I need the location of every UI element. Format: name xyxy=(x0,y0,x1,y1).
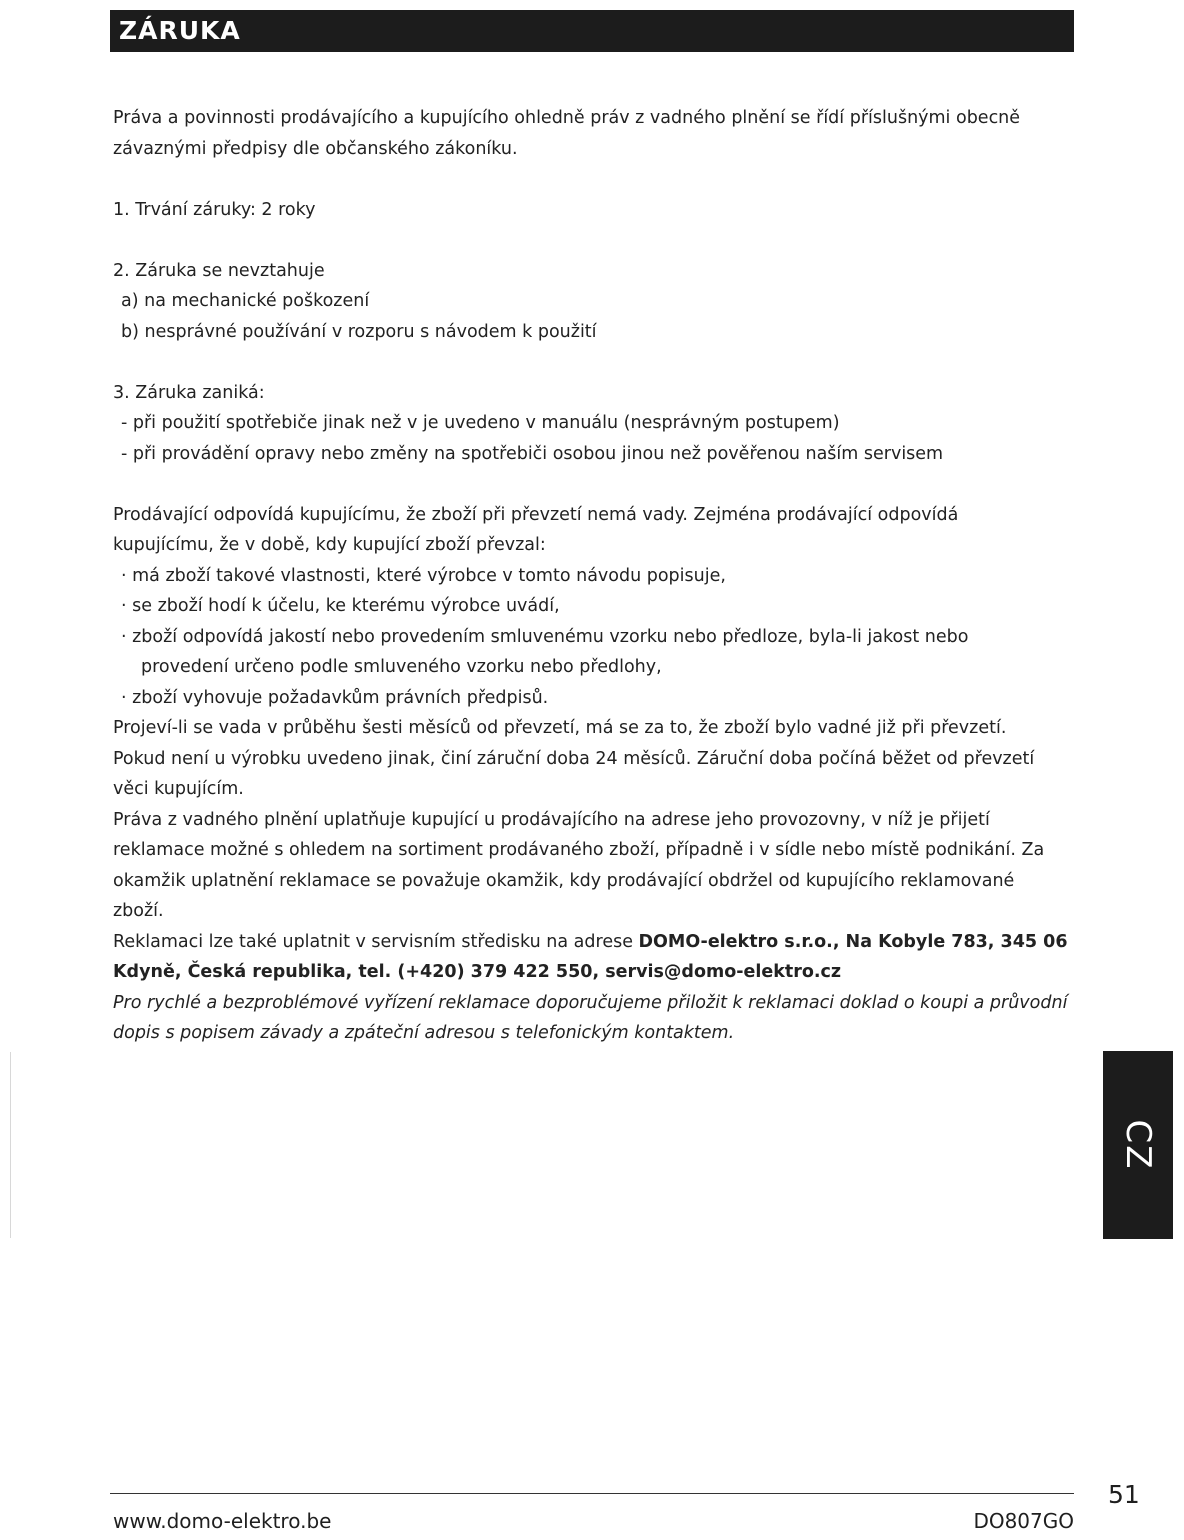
exclusions-heading: 2. Záruka se nevztahuje xyxy=(113,260,325,281)
claim-rights-line-2: reklamace možné s ohledem na sortiment prodávaného zboží, případně i v sídle nebo místě podnikání. Za xyxy=(113,840,1045,860)
claim-rights-line-3: okamžik uplatnění reklamace se považuje okamžik, kdy prodávající obdržel od kupujícího reklamované xyxy=(113,870,1015,891)
footer-model-number: DO807GO xyxy=(973,1509,1074,1533)
claim-rights-line-1: Práva z vadného plnění uplatňuje kupující u prodávajícího na adrese jeho provozovny, v níž je přijetí xyxy=(113,809,990,830)
seller-line-1: Prodávající odpovídá kupujícímu, že zboží při převzetí nemá vady. Zejména prodávající odpovídá xyxy=(113,504,959,525)
footer-divider xyxy=(110,1493,1074,1494)
bullet-item: · se zboží hodí k účelu, ke kterému výrobce uvádí, xyxy=(121,596,560,616)
service-address: DOMO-elektro s.r.o., Na Kobyle 783, 345 06 xyxy=(638,931,1068,952)
language-tab-label: CZ xyxy=(1118,1119,1158,1171)
warranty-duration: 1. Trvání záruky: 2 roky xyxy=(113,199,316,220)
claim-rights-line-4: zboží. xyxy=(113,901,164,921)
bullet-item: · zboží vyhovuje požadavkům právních předpisů. xyxy=(121,687,549,708)
exclusion-b: b) nesprávné používání v rozporu s návodem k použití xyxy=(121,321,597,342)
termination-a: - při použití spotřebiče jinak než v je uvedeno v manuálu (nesprávným postupem) xyxy=(121,413,840,433)
section-title: ZÁRUKA xyxy=(119,16,241,45)
bullet-item-continuation: provedení určeno podle smluveného vzorku nebo předlohy, xyxy=(141,657,662,677)
bullet-item: · má zboží takové vlastnosti, které výrobce v tomto návodu popisuje, xyxy=(121,565,726,586)
intro-line-2: závaznými předpisy dle občanského zákoníku. xyxy=(113,138,518,159)
warranty-period-line-2: věci kupujícím. xyxy=(113,779,244,799)
language-tab xyxy=(1103,1051,1173,1239)
section-header-bar xyxy=(110,10,1074,52)
warranty-period-line-1: Pokud není u výrobku uvedeno jinak, činí záruční doba 24 měsíců. Záruční doba počíná běžet od převzetí xyxy=(113,748,1035,769)
left-margin-rule xyxy=(10,1052,11,1238)
termination-b: - při provádění opravy nebo změny na spotřebiči osobou jinou než pověřenou naším servisem xyxy=(121,443,944,464)
bullet-item: · zboží odpovídá jakostí nebo provedením smluvenému vzorku nebo předloze, byla-li jakost nebo xyxy=(121,626,969,647)
footer-website: www.domo-elektro.be xyxy=(113,1509,332,1533)
defect-presumption: Projeví-li se vada v průběhu šesti měsíců od převzetí, má se za to, že zboží bylo vadné již při převzetí. xyxy=(113,718,1007,738)
recommendation-line-1: Pro rychlé a bezproblémové vyřízení reklamace doporučujeme přiložit k reklamaci doklad o koupi a průvodní xyxy=(113,992,1068,1013)
exclusion-a: a) na mechanické poškození xyxy=(121,291,370,311)
recommendation-line-2: dopis s popisem závady a zpáteční adresou s telefonickým kontaktem. xyxy=(113,1023,735,1043)
seller-line-2: kupujícímu, že v době, kdy kupující zboží převzal: xyxy=(113,535,546,555)
termination-heading: 3. Záruka zaniká: xyxy=(113,382,265,403)
warranty-text xyxy=(113,103,1088,1049)
service-contact: Kdyně, Česká republika, tel. (+420) 379 422 550, servis@domo-elektro.cz xyxy=(113,962,842,982)
page-number: 51 xyxy=(1108,1480,1140,1509)
intro-line-1: Práva a povinnosti prodávajícího a kupujícího ohledně práv z vadného plnění se řídí příslušnými obecně xyxy=(113,108,1021,128)
service-center-line-1 xyxy=(113,927,1088,958)
service-prefix: Reklamaci lze také uplatnit v servisním středisku na adrese xyxy=(113,931,639,952)
